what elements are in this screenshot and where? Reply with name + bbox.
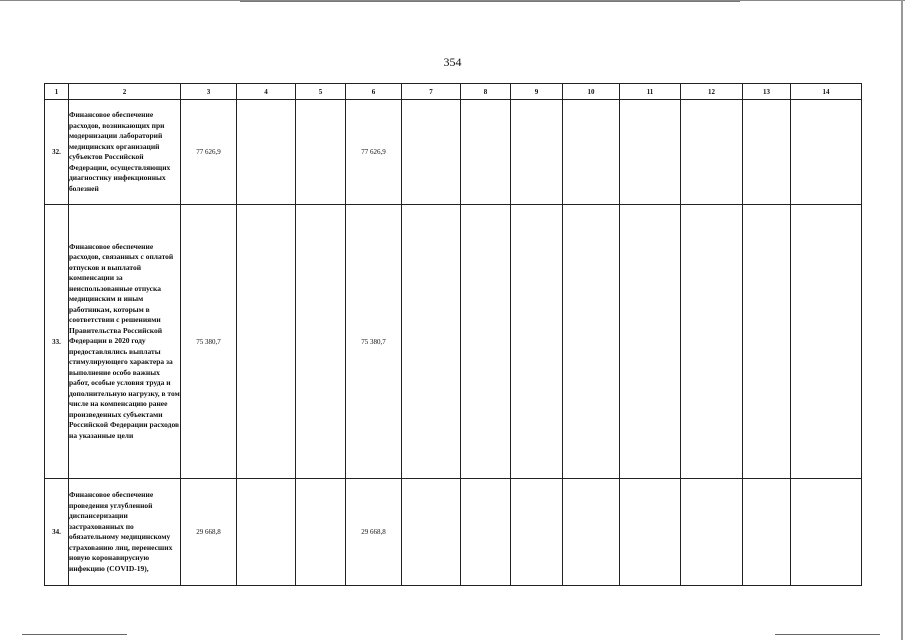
cell-col3: 29 668,8 bbox=[181, 479, 237, 586]
scan-edge-bottom-right bbox=[775, 634, 880, 635]
cell-empty bbox=[511, 205, 563, 479]
budget-table bbox=[44, 83, 862, 586]
cell-empty bbox=[620, 205, 681, 479]
cell-empty bbox=[296, 479, 346, 586]
cell-empty bbox=[461, 100, 511, 205]
cell-empty bbox=[237, 100, 296, 205]
row-description-text: Финансовое обеспечение проведения углубленной диспансеризации застрахованных по обязательному медицинскому страхованию лиц, перенесших новую коронавирусную инфекцию (COVID-19), bbox=[69, 490, 173, 573]
cell-col3: 77 626,9 bbox=[181, 100, 237, 205]
row-description bbox=[69, 205, 181, 479]
cell-empty bbox=[402, 479, 461, 586]
cell-empty bbox=[402, 100, 461, 205]
column-header: 6 bbox=[346, 84, 402, 100]
cell-empty bbox=[681, 205, 743, 479]
column-header: 7 bbox=[402, 84, 461, 100]
cell-empty bbox=[743, 100, 791, 205]
scan-edge-right bbox=[901, 0, 903, 640]
cell-empty bbox=[743, 479, 791, 586]
scan-edge-top-inner bbox=[240, 1, 740, 2]
cell-empty bbox=[620, 479, 681, 586]
row-number: 33. bbox=[45, 205, 69, 479]
cell-empty bbox=[237, 479, 296, 586]
cell-col6: 29 668,8 bbox=[346, 479, 402, 586]
row-description bbox=[69, 100, 181, 205]
column-header: 12 bbox=[681, 84, 743, 100]
column-header: 10 bbox=[563, 84, 620, 100]
scan-edge-bottom-left bbox=[22, 634, 127, 635]
cell-empty bbox=[563, 205, 620, 479]
cell-empty bbox=[563, 479, 620, 586]
cell-empty bbox=[791, 479, 862, 586]
row-number: 32. bbox=[45, 100, 69, 205]
page-number: 354 bbox=[443, 55, 462, 69]
column-header: 5 bbox=[296, 84, 346, 100]
table-row bbox=[45, 479, 862, 586]
column-header: 3 bbox=[181, 84, 237, 100]
cell-empty bbox=[296, 205, 346, 479]
cell-col6: 77 626,9 bbox=[346, 100, 402, 205]
column-header: 8 bbox=[461, 84, 511, 100]
column-header: 1 bbox=[45, 84, 69, 100]
header-row bbox=[45, 84, 862, 100]
cell-empty bbox=[511, 100, 563, 205]
cell-empty bbox=[681, 100, 743, 205]
row-description bbox=[69, 479, 181, 586]
column-header: 14 bbox=[791, 84, 862, 100]
column-header: 4 bbox=[237, 84, 296, 100]
cell-empty bbox=[511, 479, 563, 586]
cell-empty bbox=[461, 205, 511, 479]
cell-col3: 75 380,7 bbox=[181, 205, 237, 479]
column-header: 13 bbox=[743, 84, 791, 100]
cell-empty bbox=[620, 100, 681, 205]
cell-col6: 75 380,7 bbox=[346, 205, 402, 479]
row-description-text: Финансовое обеспечение расходов, возникающих при модернизации лабораторий медицинских организаций субъектов Российской Федерации, осуществляющих диагностику инфекционных болезней bbox=[69, 110, 171, 193]
cell-empty bbox=[791, 205, 862, 479]
cell-empty bbox=[237, 205, 296, 479]
cell-empty bbox=[296, 100, 346, 205]
row-description-text: Финансовое обеспечение расходов, связанных с оплатой отпусков и выплатой компенсации за неиспользованные отпуска медицинским и иным работникам, которым в соответствии с решениями Правительства Российской Федерации в 2020 году предоставлялись выплаты стимулирующего характера за выполнение особо важных работ, особые условия труда и дополнительную нагрузку, в том числе на компенсацию ранее произведенных субъектами Российской Федерации расходов на указанные цели bbox=[69, 241, 180, 440]
table-row bbox=[45, 205, 862, 479]
cell-empty bbox=[681, 479, 743, 586]
column-header: 2 bbox=[69, 84, 181, 100]
column-header: 11 bbox=[620, 84, 681, 100]
cell-empty bbox=[402, 205, 461, 479]
cell-empty bbox=[791, 100, 862, 205]
row-number: 34. bbox=[45, 479, 69, 586]
column-header: 9 bbox=[511, 84, 563, 100]
cell-empty bbox=[743, 205, 791, 479]
cell-empty bbox=[563, 100, 620, 205]
cell-empty bbox=[461, 479, 511, 586]
table-row bbox=[45, 100, 862, 205]
